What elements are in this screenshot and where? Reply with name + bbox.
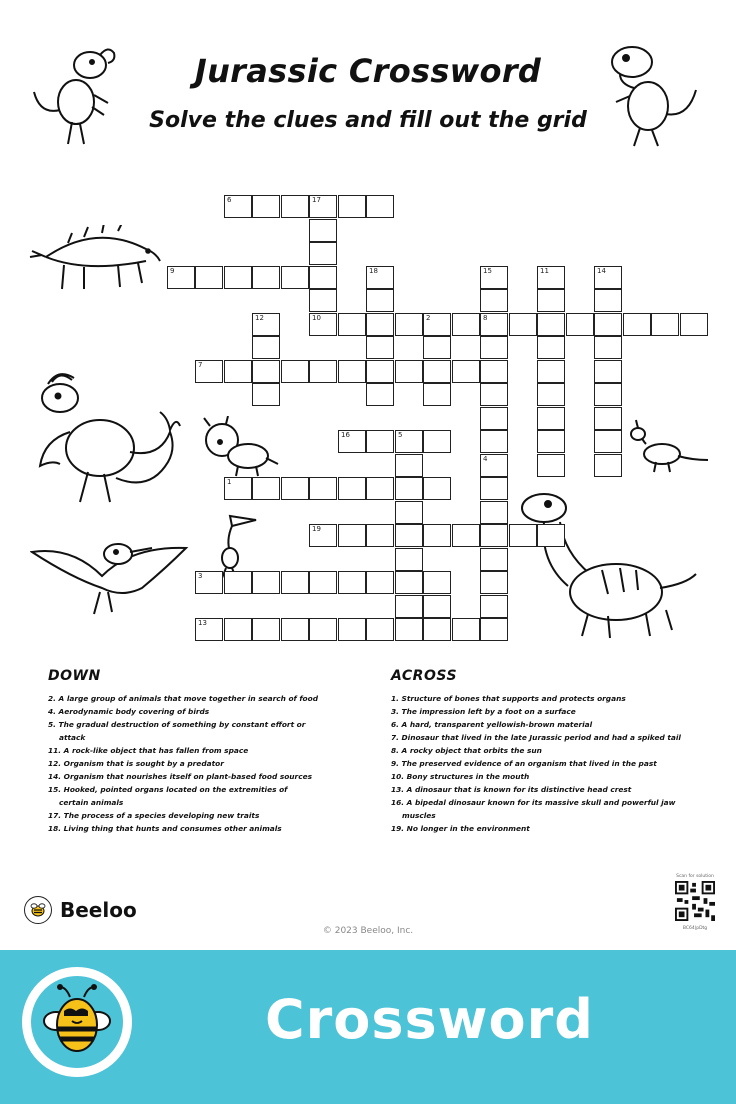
across-clues-section	[391, 668, 691, 835]
grid-cell[interactable]	[480, 618, 508, 641]
grid-cell[interactable]	[480, 313, 508, 336]
down-clue-list	[48, 692, 318, 835]
down-clues-heading: DOWN	[48, 668, 101, 684]
grid-cell[interactable]	[366, 524, 394, 547]
down-clue: 5. The gradual destruction of something by constant effort or attack	[48, 720, 306, 742]
down-clue: 11. A rock-like object that has fallen from space	[48, 746, 249, 755]
cell-number: 4	[483, 455, 488, 463]
grid-cell[interactable]	[480, 336, 508, 359]
grid-cell[interactable]	[252, 336, 280, 359]
grid-cell[interactable]	[338, 430, 366, 453]
grid-cell[interactable]	[281, 618, 309, 641]
grid-cell[interactable]	[224, 618, 252, 641]
grid-cell[interactable]	[281, 266, 309, 289]
across-clue: 1. Structure of bones that supports and protects organs	[391, 694, 626, 703]
grid-cell[interactable]	[395, 477, 423, 500]
cell-number: 7	[198, 361, 203, 369]
qr-caption: Scan for solution	[676, 874, 714, 879]
grid-cell[interactable]	[338, 195, 366, 218]
grid-cell[interactable]	[423, 524, 451, 547]
grid-cell[interactable]	[423, 571, 451, 594]
grid-cell[interactable]	[224, 195, 252, 218]
grid-cell[interactable]	[537, 430, 565, 453]
page-subtitle: Solve the clues and fill out the grid	[149, 108, 587, 133]
grid-cell[interactable]	[537, 383, 565, 406]
grid-cell[interactable]	[309, 242, 337, 265]
grid-cell[interactable]	[480, 548, 508, 571]
grid-cell[interactable]	[480, 454, 508, 477]
grid-cell[interactable]	[252, 571, 280, 594]
cell-number: 10	[312, 314, 321, 322]
grid-cell[interactable]	[366, 477, 394, 500]
brand-name: Beeloo	[60, 898, 137, 922]
grid-cell[interactable]	[195, 571, 223, 594]
page-title: Jurassic Crossword	[194, 52, 542, 90]
grid-cell[interactable]	[594, 383, 622, 406]
grid-cell[interactable]	[252, 383, 280, 406]
cell-number: 2	[426, 314, 431, 322]
grid-cell[interactable]	[423, 360, 451, 383]
cell-number: 14	[597, 267, 606, 275]
grid-cell[interactable]	[195, 360, 223, 383]
cell-number: 12	[255, 314, 264, 322]
cell-number: 1	[227, 478, 232, 486]
across-clue: 6. A hard, transparent yellowish-brown material	[391, 720, 593, 729]
brand-logo-group	[24, 894, 137, 926]
grid-cell[interactable]	[423, 595, 451, 618]
grid-cell[interactable]	[224, 360, 252, 383]
across-clue-list	[391, 692, 691, 835]
down-clue: 17. The process of a species developing new traits	[48, 811, 260, 820]
grid-cell[interactable]	[366, 360, 394, 383]
grid-cell[interactable]	[252, 477, 280, 500]
grid-cell[interactable]	[395, 360, 423, 383]
grid-cell[interactable]	[594, 313, 622, 336]
across-clue: 7. Dinosaur that lived in the late Jurassic period and had a spiked tail	[391, 733, 681, 742]
grid-cell[interactable]	[366, 266, 394, 289]
grid-cell[interactable]	[281, 571, 309, 594]
grid-cell[interactable]	[480, 266, 508, 289]
cell-number: 18	[369, 267, 378, 275]
cell-number: 9	[170, 267, 175, 275]
grid-cell[interactable]	[395, 454, 423, 477]
grid-cell[interactable]	[423, 383, 451, 406]
grid-cell[interactable]	[366, 336, 394, 359]
grid-cell[interactable]	[452, 313, 480, 336]
grid-cell[interactable]	[395, 430, 423, 453]
grid-cell[interactable]	[423, 313, 451, 336]
cell-number: 6	[227, 196, 232, 204]
cell-number: 19	[312, 525, 321, 533]
grid-cell[interactable]	[594, 266, 622, 289]
cell-number: 8	[483, 314, 488, 322]
grid-cell[interactable]	[224, 266, 252, 289]
grid-cell[interactable]	[252, 195, 280, 218]
down-clue: 12. Organism that is sought by a predator	[48, 759, 224, 768]
grid-cell[interactable]	[594, 360, 622, 383]
grid-cell[interactable]	[395, 524, 423, 547]
across-clues-heading: ACROSS	[391, 668, 458, 684]
grid-cell[interactable]	[480, 501, 508, 524]
grid-cell[interactable]	[452, 360, 480, 383]
grid-cell[interactable]	[366, 289, 394, 312]
grid-cell[interactable]	[480, 383, 508, 406]
down-clue: 2. A large group of animals that move together in search of food	[48, 694, 318, 703]
grid-cell[interactable]	[338, 360, 366, 383]
grid-cell[interactable]	[309, 360, 337, 383]
grid-cell[interactable]	[252, 618, 280, 641]
grid-cell[interactable]	[566, 313, 594, 336]
grid-cell[interactable]	[366, 571, 394, 594]
bee-mascot-icon	[22, 967, 132, 1077]
banner-title: Crossword	[265, 988, 594, 1051]
grid-cell[interactable]	[252, 266, 280, 289]
grid-cell[interactable]	[594, 407, 622, 430]
grid-cell[interactable]	[423, 336, 451, 359]
grid-cell[interactable]	[651, 313, 679, 336]
grid-cell[interactable]	[395, 595, 423, 618]
grid-cell[interactable]	[480, 407, 508, 430]
grid-cell[interactable]	[423, 430, 451, 453]
grid-cell[interactable]	[480, 595, 508, 618]
grid-cell[interactable]	[395, 313, 423, 336]
across-clue: 8. A rocky object that orbits the sun	[391, 746, 542, 755]
grid-cell[interactable]	[623, 313, 651, 336]
grid-cell[interactable]	[309, 195, 337, 218]
grid-cell[interactable]	[252, 313, 280, 336]
qr-code-icon[interactable]	[675, 881, 715, 921]
cell-number: 15	[483, 267, 492, 275]
grid-cell[interactable]	[480, 430, 508, 453]
grid-cell[interactable]	[338, 477, 366, 500]
grid-cell[interactable]	[309, 524, 337, 547]
across-clue: 16. A bipedal dinosaur known for its massive skull and powerful jaw muscles	[391, 798, 676, 820]
grid-cell[interactable]	[338, 618, 366, 641]
grid-cell[interactable]	[423, 477, 451, 500]
grid-cell[interactable]	[309, 219, 337, 242]
across-clue: 10. Bony structures in the mouth	[391, 772, 530, 781]
grid-cell[interactable]	[167, 266, 195, 289]
grid-cell[interactable]	[395, 618, 423, 641]
grid-cell[interactable]	[224, 477, 252, 500]
grid-cell[interactable]	[395, 548, 423, 571]
grid-cell[interactable]	[338, 313, 366, 336]
grid-cell[interactable]	[537, 336, 565, 359]
grid-cell[interactable]	[480, 571, 508, 594]
grid-cell[interactable]	[423, 618, 451, 641]
grid-cell[interactable]	[309, 266, 337, 289]
grid-cell[interactable]	[452, 618, 480, 641]
grid-cell[interactable]	[537, 524, 565, 547]
grid-cell[interactable]	[594, 289, 622, 312]
qr-code-text: BC64|pDtg	[682, 926, 708, 931]
grid-cell[interactable]	[395, 571, 423, 594]
cell-number: 3	[198, 572, 203, 580]
grid-cell[interactable]	[366, 618, 394, 641]
down-clue: 14. Organism that nourishes itself on plant-based food sources	[48, 772, 312, 781]
grid-cell[interactable]	[594, 430, 622, 453]
cell-number: 17	[312, 196, 321, 204]
bottom-banner	[0, 950, 736, 1104]
grid-cell[interactable]	[338, 524, 366, 547]
grid-cell[interactable]	[480, 477, 508, 500]
grid-cell[interactable]	[537, 407, 565, 430]
grid-cell[interactable]	[309, 618, 337, 641]
bee-icon	[24, 896, 52, 924]
grid-cell[interactable]	[537, 313, 565, 336]
grid-cell[interactable]	[366, 313, 394, 336]
grid-cell[interactable]	[252, 360, 280, 383]
down-clues-section	[48, 668, 318, 835]
across-clue: 9. The preserved evidence of an organism that lived in the past	[391, 759, 657, 768]
down-clue: 4. Aerodynamic body covering of birds	[48, 707, 210, 716]
grid-cell[interactable]	[224, 571, 252, 594]
cell-number: 13	[198, 619, 207, 627]
grid-cell[interactable]	[480, 524, 508, 547]
grid-cell[interactable]	[452, 524, 480, 547]
grid-cell[interactable]	[309, 571, 337, 594]
grid-cell[interactable]	[281, 477, 309, 500]
grid-cell[interactable]	[480, 289, 508, 312]
grid-cell[interactable]	[537, 360, 565, 383]
down-clue: 18. Living thing that hunts and consumes other animals	[48, 824, 282, 833]
grid-cell[interactable]	[195, 266, 223, 289]
grid-cell[interactable]	[537, 454, 565, 477]
grid-cell[interactable]	[509, 313, 537, 336]
grid-cell[interactable]	[338, 571, 366, 594]
grid-cell[interactable]	[594, 454, 622, 477]
grid-cell[interactable]	[366, 430, 394, 453]
grid-cell[interactable]	[594, 336, 622, 359]
grid-cell[interactable]	[395, 501, 423, 524]
grid-cell[interactable]	[309, 477, 337, 500]
grid-cell[interactable]	[537, 289, 565, 312]
grid-cell[interactable]	[366, 195, 394, 218]
grid-cell[interactable]	[309, 289, 337, 312]
grid-cell[interactable]	[537, 266, 565, 289]
grid-cell[interactable]	[480, 360, 508, 383]
grid-cell[interactable]	[680, 313, 708, 336]
grid-cell[interactable]	[366, 383, 394, 406]
across-clue: 19. No longer in the environment	[391, 824, 530, 833]
across-clue: 13. A dinosaur that is known for its distinctive head crest	[391, 785, 632, 794]
cell-number: 16	[341, 431, 350, 439]
qr-block	[670, 874, 720, 932]
grid-cell[interactable]	[509, 524, 537, 547]
grid-cell[interactable]	[281, 360, 309, 383]
grid-cell[interactable]	[309, 313, 337, 336]
copyright-text: © 2023 Beeloo, Inc.	[322, 926, 414, 936]
grid-cell[interactable]	[281, 195, 309, 218]
cell-number: 5	[398, 431, 403, 439]
across-clue: 3. The impression left by a foot on a surface	[391, 707, 576, 716]
grid-cell[interactable]	[195, 618, 223, 641]
down-clue: 15. Hooked, pointed organs located on the extremities of certain animals	[48, 785, 288, 807]
cell-number: 11	[540, 267, 549, 275]
